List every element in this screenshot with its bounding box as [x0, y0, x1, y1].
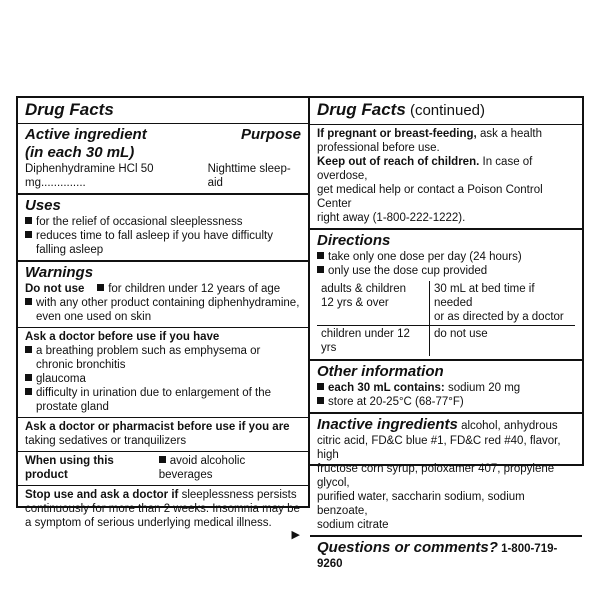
- inactive-text: sodium citrate: [317, 519, 389, 531]
- directions-table: [317, 281, 575, 356]
- directions-section: [310, 228, 582, 359]
- continue-arrow-icon: ▶: [291, 529, 300, 541]
- reach-text: right away (1-800-222-1222).: [317, 212, 466, 224]
- list-item: take only one dose per day (24 hours): [317, 250, 575, 264]
- list-item: glaucoma: [25, 372, 301, 386]
- table-cell: do not use: [429, 326, 575, 357]
- list-item: reduces time to fall asleep if you have difficulty: [25, 229, 301, 243]
- list-item: for the relief of occasional sleeplessness: [25, 215, 301, 229]
- list-item: each 30 mL contains: sodium 20 mg: [317, 381, 575, 395]
- table-cell: adults & children 12 yrs & over: [317, 281, 429, 326]
- warnings-heading: Warnings: [25, 264, 94, 281]
- drug-facts-title-section: [18, 98, 308, 123]
- drug-facts-panel-right: [308, 96, 584, 570]
- stop-use-line: Stop use and ask a doctor if sleeplessness persists: [25, 489, 297, 501]
- table-row: [317, 326, 575, 357]
- ask-pharmacist-text: taking sedatives or tranquilizers: [25, 435, 187, 447]
- warnings-section: [18, 260, 308, 327]
- bullet-square-icon: [25, 231, 32, 238]
- list-item-continued: chronic bronchitis: [36, 359, 126, 371]
- list-item-continued: prostate gland: [36, 401, 109, 413]
- uses-heading: Uses: [25, 197, 61, 214]
- drug-facts-title: Drug Facts: [25, 100, 114, 119]
- inactive-text: purified water, saccharin sodium, sodium benzoate,: [317, 491, 525, 517]
- uses-section: [18, 193, 308, 260]
- questions-line: [317, 539, 575, 571]
- drug-facts-panel-left: [16, 96, 310, 541]
- purpose-heading: Purpose: [240, 126, 301, 143]
- list-item-continued: falling asleep: [36, 244, 104, 256]
- bullet-square-icon: [159, 456, 166, 463]
- bullet-square-icon: [317, 397, 324, 404]
- list-item: a breathing problem such as emphysema or: [25, 344, 301, 358]
- reach-text: get medical help or contact a Poison Control Center: [317, 184, 543, 210]
- list-item-continued: even one used on skin: [36, 311, 152, 323]
- active-ingredient-purpose: Nighttime sleep-aid: [207, 163, 291, 189]
- questions-phone: 1-800-719-9260: [317, 543, 558, 570]
- active-ingredient-name: Diphenhydramine HCl 50 mg..............: [25, 163, 154, 189]
- ask-doctor-heading: Ask a doctor before use if you have: [25, 331, 220, 343]
- bullet-square-icon: [25, 217, 32, 224]
- inactive-ingredients-section: [310, 412, 582, 535]
- drug-facts-continued-title-section: [310, 98, 582, 124]
- list-item: avoid alcoholic beverages: [158, 455, 246, 481]
- bullet-square-icon: [317, 252, 324, 259]
- stop-use-text: a symptom of serious underlying medical illness.: [25, 517, 272, 529]
- bullet-square-icon: [317, 383, 324, 390]
- ask-doctor-section: [18, 327, 308, 417]
- pregnancy-reach-section: [310, 124, 582, 228]
- active-ingredient-heading: Active ingredient: [25, 126, 147, 143]
- list-item: with any other product containing diphenhydramine,: [25, 296, 301, 310]
- stop-use-section: [18, 485, 308, 547]
- active-ingredient-subheading: (in each 30 mL): [25, 144, 135, 161]
- list-item: store at 20-25°C (68-77°F): [317, 395, 575, 409]
- inactive-text: citric acid, FD&C blue #1, FD&C red #40, flavor, high: [317, 435, 561, 461]
- other-information-heading: Other information: [317, 363, 444, 380]
- inactive-text: fructose corn syrup, poloxamer 407, propylene glycol,: [317, 463, 555, 489]
- questions-section: [310, 535, 582, 574]
- table-cell: children under 12 yrs: [317, 326, 429, 357]
- reach-line: Keep out of reach of children. In case of overdose,: [317, 156, 533, 182]
- directions-heading: Directions: [317, 232, 391, 249]
- pregnancy-line: If pregnant or breast-feeding, ask a health: [317, 128, 542, 140]
- do-not-use-line: Do not use for children under 12 years of age: [25, 283, 281, 295]
- bullet-square-icon: [317, 266, 324, 273]
- bullet-square-icon: [97, 284, 104, 291]
- inactive-line: Inactive ingredients alcohol, anhydrous: [317, 416, 558, 433]
- when-using-section: [18, 451, 308, 485]
- ask-pharmacist-heading: Ask a doctor or pharmacist before use if you are: [25, 421, 290, 433]
- table-cell: 30 mL at bed time if needed or as directed by a doctor: [429, 281, 575, 326]
- other-information-section: [310, 359, 582, 412]
- bullet-square-icon: [25, 298, 32, 305]
- bullet-square-icon: [25, 374, 32, 381]
- stop-use-text: continuously for more than 2 weeks. Insomnia may be: [25, 503, 300, 515]
- questions-heading: Questions or comments?: [317, 539, 498, 556]
- ask-pharmacist-section: [18, 417, 308, 451]
- bullet-square-icon: [25, 388, 32, 395]
- drug-facts-continued-title: Drug Facts (continued): [317, 100, 486, 119]
- when-using-heading: When using this product: [25, 455, 114, 481]
- list-item: difficulty in urination due to enlargement of the: [25, 386, 301, 400]
- inactive-ingredients-heading: Inactive ingredients: [317, 416, 458, 433]
- active-ingredient-section: [18, 123, 308, 193]
- pregnancy-text: professional before use.: [317, 142, 440, 154]
- bullet-square-icon: [25, 346, 32, 353]
- list-item: only use the dose cup provided: [317, 264, 575, 278]
- table-row: [317, 281, 575, 326]
